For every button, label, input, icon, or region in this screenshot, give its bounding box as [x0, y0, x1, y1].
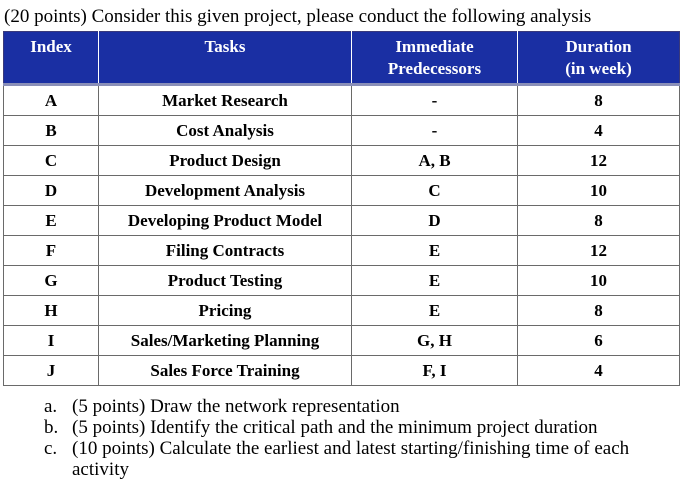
cell-predecessors: A, B — [352, 146, 518, 176]
cell-task: Developing Product Model — [99, 206, 352, 236]
cell-task: Development Analysis — [99, 176, 352, 206]
question-item — [44, 438, 684, 480]
header-predecessors-line2: Predecessors — [387, 59, 482, 78]
table-row — [4, 236, 680, 266]
cell-predecessors: C — [352, 176, 518, 206]
cell-duration: 8 — [518, 85, 680, 116]
header-index-label: Index — [30, 37, 72, 56]
cell-task: Sales Force Training — [99, 356, 352, 386]
table-row — [4, 296, 680, 326]
problem-heading: (20 points) Consider this given project, please conduct the following analysis — [4, 6, 592, 27]
header-predecessors — [352, 32, 518, 85]
cell-predecessors: - — [352, 116, 518, 146]
question-marker: a. — [44, 396, 58, 417]
header-duration — [518, 32, 680, 85]
cell-task: Product Testing — [99, 266, 352, 296]
cell-task: Sales/Marketing Planning — [99, 326, 352, 356]
cell-duration: 4 — [518, 356, 680, 386]
cell-duration: 4 — [518, 116, 680, 146]
cell-duration: 8 — [518, 206, 680, 236]
question-text: (5 points) Draw the network representation — [72, 396, 400, 417]
cell-index: H — [4, 296, 99, 326]
question-marker: b. — [44, 417, 59, 438]
cell-duration: 12 — [518, 146, 680, 176]
cell-task: Cost Analysis — [99, 116, 352, 146]
cell-duration: 6 — [518, 326, 680, 356]
project-tasks-table — [3, 31, 680, 386]
question-marker: c. — [44, 438, 58, 459]
cell-duration: 10 — [518, 266, 680, 296]
cell-predecessors: D — [352, 206, 518, 236]
cell-duration: 12 — [518, 236, 680, 266]
cell-task: Filing Contracts — [99, 236, 352, 266]
cell-index: A — [4, 85, 99, 116]
cell-predecessors: E — [352, 296, 518, 326]
header-predecessors-line1: Immediate — [395, 37, 474, 56]
cell-index: D — [4, 176, 99, 206]
table-row — [4, 116, 680, 146]
question-list — [44, 396, 684, 480]
cell-duration: 8 — [518, 296, 680, 326]
header-tasks — [99, 32, 352, 85]
table-row — [4, 266, 680, 296]
table-row — [4, 176, 680, 206]
cell-index: G — [4, 266, 99, 296]
question-text: (5 points) Identify the critical path and the minimum project duration — [72, 417, 598, 438]
table-row — [4, 85, 680, 116]
header-index — [4, 32, 99, 85]
cell-task: Pricing — [99, 296, 352, 326]
cell-duration: 10 — [518, 176, 680, 206]
header-duration-line1: Duration — [565, 37, 632, 56]
table-row — [4, 146, 680, 176]
cell-predecessors: E — [352, 236, 518, 266]
question-item — [44, 417, 684, 438]
header-tasks-label: Tasks — [204, 37, 246, 56]
cell-index: J — [4, 356, 99, 386]
cell-predecessors: E — [352, 266, 518, 296]
question-text: (10 points) Calculate the earliest and latest starting/finishing time of each activity — [72, 438, 630, 480]
question-item — [44, 396, 684, 417]
cell-index: F — [4, 236, 99, 266]
cell-task: Market Research — [99, 85, 352, 116]
table-row — [4, 326, 680, 356]
table-row — [4, 206, 680, 236]
cell-index: B — [4, 116, 99, 146]
cell-index: I — [4, 326, 99, 356]
table-header-row — [4, 32, 680, 85]
cell-predecessors: - — [352, 85, 518, 116]
cell-index: E — [4, 206, 99, 236]
cell-predecessors: G, H — [352, 326, 518, 356]
header-duration-line2: (in week) — [565, 59, 632, 78]
cell-task: Product Design — [99, 146, 352, 176]
cell-predecessors: F, I — [352, 356, 518, 386]
cell-index: C — [4, 146, 99, 176]
table-row — [4, 356, 680, 386]
